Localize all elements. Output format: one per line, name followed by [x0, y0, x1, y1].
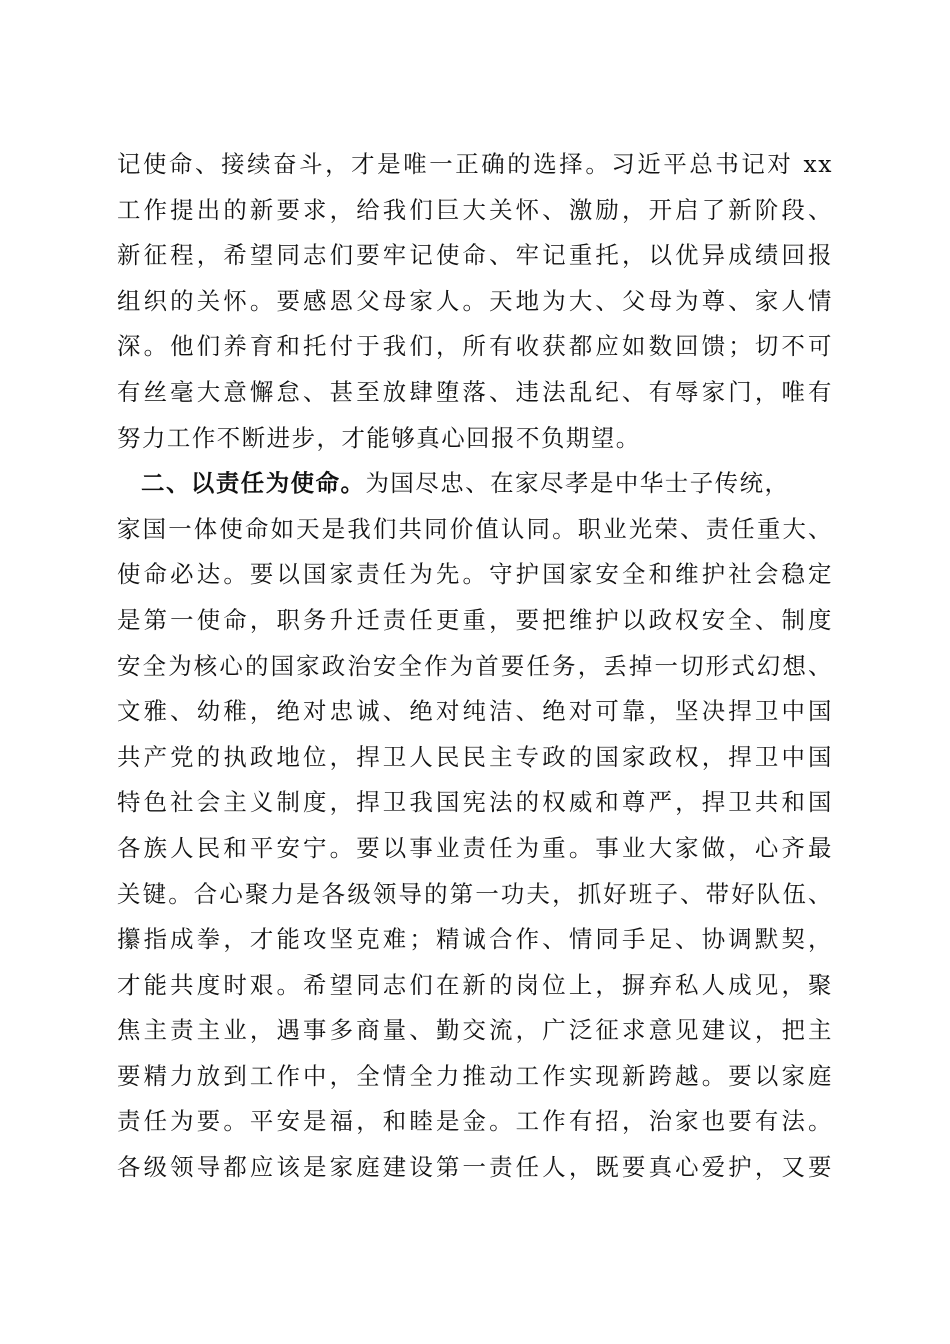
text-line: 家国一体使命如天是我们共同价值认同。职业光荣、责任重大、 [117, 514, 833, 543]
text-line: 共产党的执政地位，捍卫人民民主专政的国家政权，捍卫中国 [117, 742, 833, 771]
text-line-rest: 为国尽忠、在家尽孝是中华士子传统， [365, 469, 790, 498]
text-line: 努力工作不断进步，才能够真心回报不负期望。 [117, 423, 641, 452]
text-line: 安全为核心的国家政治安全作为首要任务，丢掉一切形式幻想、 [117, 651, 833, 680]
text-line: 才能共度时艰。希望同志们在新的岗位上，摒弃私人成见，聚 [117, 970, 833, 999]
text-line: 关键。合心聚力是各级领导的第一功夫，抓好班子、带好队伍、 [117, 879, 833, 908]
text-line: 文雅、幼稚，绝对忠诚、绝对纯洁、绝对可靠，坚决捍卫中国 [117, 697, 833, 726]
text-line: 使命必达。要以国家责任为先。守护国家安全和维护社会稳定 [117, 560, 833, 589]
text-line: 深。他们养育和托付于我们，所有收获都应如数回馈；切不可 [117, 332, 833, 361]
paragraph-1 [117, 142, 833, 461]
paragraph-2 [117, 461, 833, 1191]
text-line: 是第一使命，职务升迁责任更重，要把维护以政权安全、制度 [117, 605, 833, 634]
section-heading: 二、以责任为使命。 [141, 469, 366, 498]
text-line: 新征程，希望同志们要牢记使命、牢记重托，以优异成绩回报 [117, 241, 833, 270]
document-body [117, 142, 833, 1191]
text-line: 记使命、接续奋斗，才是唯一正确的选择。习近平总书记对 xx [117, 150, 833, 178]
text-line: 工作提出的新要求，给我们巨大关怀、激励，开启了新阶段、 [117, 195, 833, 224]
text-line: 各级领导都应该是家庭建设第一责任人，既要真心爱护，又要 [117, 1153, 833, 1182]
text-line: 各族人民和平安宁。要以事业责任为重。事业大家做，心齐最 [117, 833, 833, 862]
text-line: 焦主责主业，遇事多商量、勤交流，广泛征求意见建议，把主 [117, 1016, 833, 1045]
paragraph-2-first-line [117, 461, 833, 507]
text-line: 责任为要。平安是福，和睦是金。工作有招，治家也要有法。 [117, 1107, 833, 1136]
text-line: 特色社会主义制度，捍卫我国宪法的权威和尊严，捍卫共和国 [117, 788, 833, 817]
text-line: 有丝毫大意懈怠、甚至放肆堕落、违法乱纪、有辱家门，唯有 [117, 377, 833, 406]
text-line: 组织的关怀。要感恩父母家人。天地为大、父母为尊、家人情 [117, 286, 833, 315]
text-line: 攥指成拳，才能攻坚克难；精诚合作、情同手足、协调默契， [117, 925, 833, 954]
text-line: 要精力放到工作中，全情全力推动工作实现新跨越。要以家庭 [117, 1061, 833, 1090]
